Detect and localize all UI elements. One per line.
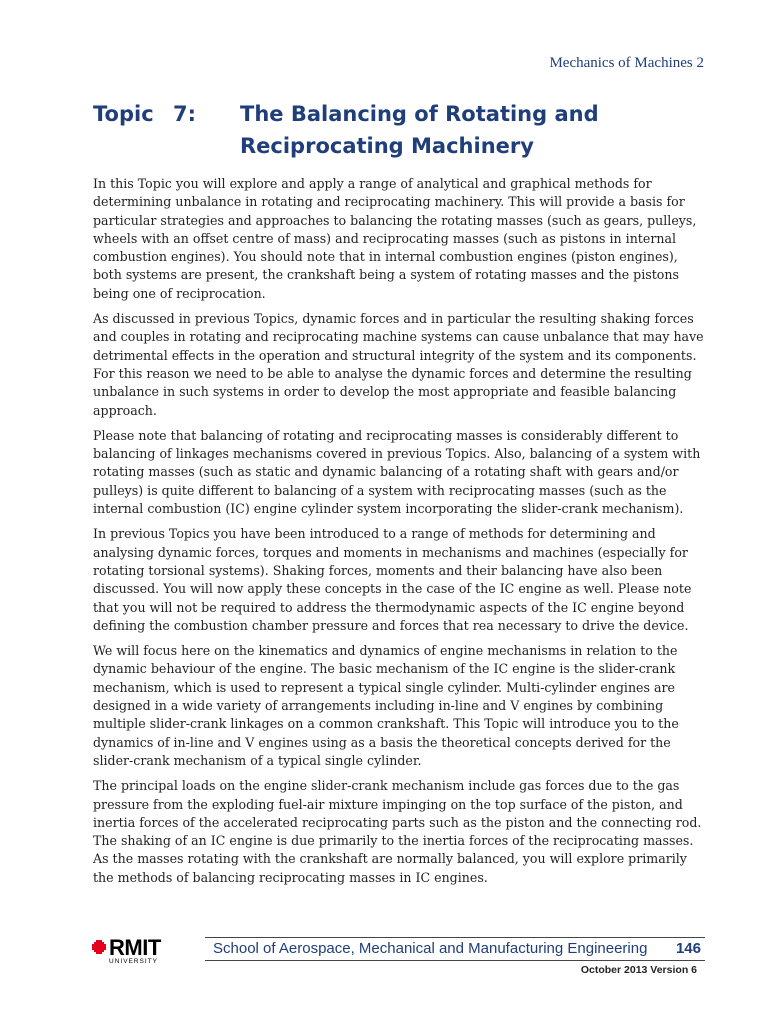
paragraph: The principal loads on the engine slider-crank mechanism include gas forces due to the gas pressure from the exploding fuel-air mixture impinging on the top surface of the piston, and inertia forces of the accelerated reciprocating parts such as the piston and the connecting rod. The shaking of an IC engine is due primarily to the inertia forces of the reciprocating masses. As the masses rotating with the crankshaft are normally balanced, you will explore primarily the methods of balancing reciprocating masses in IC engines. <box>93 778 702 885</box>
logo-subtitle: UNIVERSITY <box>109 958 159 965</box>
school-name: School of Aerospace, Mechanical and Manufacturing Engineering <box>213 940 648 957</box>
topic-title-line-1: The Balancing of Rotating and <box>240 102 599 126</box>
rmit-pixel-icon <box>92 940 106 954</box>
version-note: October 2013 Version 6 <box>580 964 697 976</box>
running-header: Mechanics of Machines 2 <box>549 55 704 71</box>
body-text <box>93 175 710 894</box>
paragraph: In this Topic you will explore and apply a range of analytical and graphical methods for determining unbalance in rotating and reciprocating machinery. This will provide a basis for particular strategies and approaches to balancing the rotating masses (such as gears, pulleys, wheels with an offset centre of mass) and reciprocating masses (such as pistons in internal combustion engines). You should note that in internal combustion engines (piston engines), both systems are present, the crankshaft being a system of rotating masses and the pistons being one of reciprocation. <box>93 176 697 301</box>
logo-wordmark: RMIT <box>109 935 161 960</box>
paragraph: Please note that balancing of rotating and reciprocating masses is considerably different to balancing of linkages mechanisms covered in previous Topics. Also, balancing of a system with rotating masses (such as static and dynamic balancing of a rotating shaft with gears and/or pulleys) is quite different to balancing of a system with reciprocating masses (such as the internal combustion (IC) engine cylinder system incorporating the slider-crank mechanism). <box>93 427 701 517</box>
topic-label: Topic 7: <box>93 102 196 126</box>
rmit-logo <box>92 937 210 965</box>
topic-title-line-2: Reciprocating Machinery <box>240 134 534 158</box>
page-number: 146 <box>675 940 701 957</box>
paragraph: We will focus here on the kinematics and dynamics of engine mechanisms in relation to the dynamic behaviour of the engine. The basic mechanism of the IC engine is the slider-crank mechanism, which is used to represent a typical single cylinder. Multi-cylinder engines are designed in a wide variety of arrangements including in-line and V engines by combining multiple slider-crank linkages on a common crankshaft. This Topic will introduce you to the dynamics of in-line and V engines using as a basis the theoretical concepts derived for the slider-crank mechanism of a typical single cylinder. <box>93 643 679 768</box>
topic-title <box>240 98 720 162</box>
paragraph: In previous Topics you have been introduced to a range of methods for determining and analysing dynamic forces, torques and moments in mechanisms and machines (especially for rotating torsional systems). Shaking forces, moments and their balancing have also been discussed. You will now apply these concepts in the case of the IC engine as well. Please note that you will not be required to address the thermodynamic aspects of the IC engine beyond defining the combustion chamber pressure and forces that rea necessary to drive the device. <box>93 526 692 633</box>
footer-bar <box>205 937 705 961</box>
paragraph: As discussed in previous Topics, dynamic forces and in particular the resulting shaking forces and couples in rotating and reciprocating machine systems can cause unbalance that may have detrimental effects in the operation and structural integrity of the system and its components. For this reason we need to be able to analyse the dynamic forces and determine the resulting unbalance in such systems in order to develop the most appropriate and feasible balancing approach. <box>93 311 704 418</box>
